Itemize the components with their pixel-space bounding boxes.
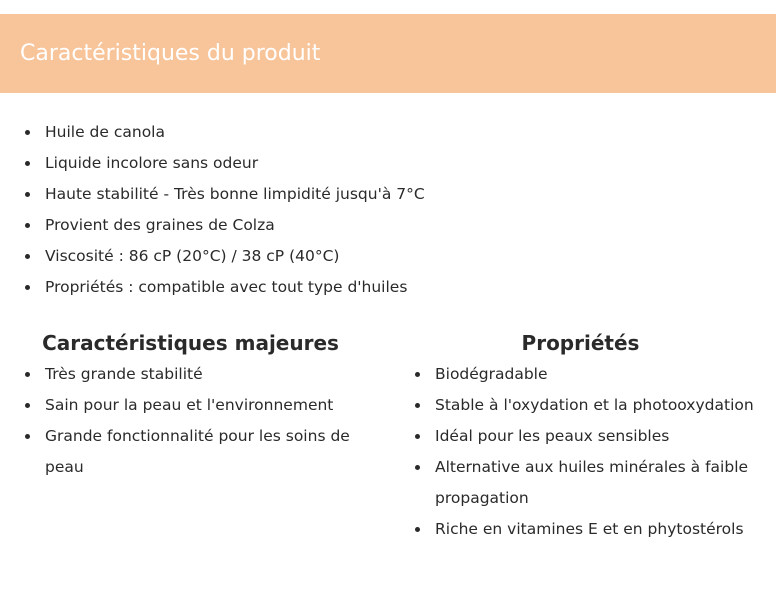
list-item: Viscosité : 86 cP (20°C) / 38 cP (40°C) — [23, 241, 753, 272]
page-title: Caractéristiques du produit — [20, 41, 321, 66]
list-item: Provient des graines de Colza — [23, 210, 753, 241]
list-item: Haute stabilité - Très bonne limpidité jusqu'à 7°C — [23, 179, 753, 210]
list-item: Biodégradable — [413, 359, 763, 390]
list-item: Liquide incolore sans odeur — [23, 148, 753, 179]
list-item: Très grande stabilité — [23, 359, 368, 390]
properties-title: Propriétés — [521, 331, 640, 355]
list-item: Stable à l'oxydation et la photooxydation — [413, 390, 763, 421]
major-features-section — [23, 328, 368, 483]
major-features-title: Caractéristiques majeures — [42, 331, 339, 355]
list-item: Idéal pour les peaux sensibles — [413, 421, 763, 452]
list-item: Sain pour la peau et l'environnement — [23, 390, 368, 421]
characteristics-list — [23, 117, 753, 303]
list-item: Propriétés : compatible avec tout type d'huiles — [23, 272, 753, 303]
properties-list — [413, 359, 763, 545]
list-item: Alternative aux huiles minérales à faible propagation — [413, 452, 763, 514]
list-item: Grande fonctionnalité pour les soins de peau — [23, 421, 368, 483]
list-item: Riche en vitamines E et en phytostérols — [413, 514, 763, 545]
major-features-list — [23, 359, 368, 483]
list-item: Huile de canola — [23, 117, 753, 148]
properties-section — [413, 328, 763, 545]
header-banner — [0, 14, 776, 93]
